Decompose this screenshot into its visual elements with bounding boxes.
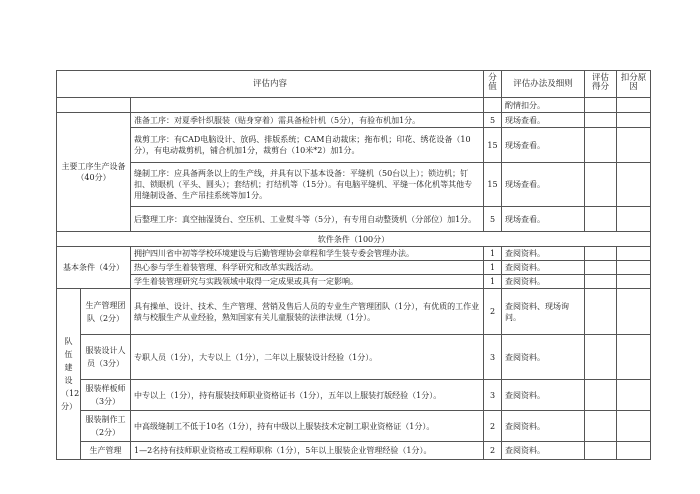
table-row [57,207,651,232]
cell-empty [585,275,617,289]
cell-empty [585,380,617,411]
equipment-score: 5 [484,207,502,232]
cell-empty [585,289,617,335]
basic-score: 1 [484,275,502,289]
cell-empty [585,207,617,232]
table-row [57,275,651,289]
evaluation-table-sheet [56,70,650,460]
basic-method: 查阅资料。 [502,261,585,275]
cell-empty [585,113,617,128]
basic-content: 热心参与学生着装管理、科学研究和改革实践活动。 [131,261,484,275]
cell-empty [617,380,651,411]
equipment-score: 15 [484,163,502,207]
table-row [57,247,651,261]
basic-score: 1 [484,261,502,275]
cell-empty [617,207,651,232]
header-method: 评估办法及细则 [502,71,585,98]
cell-empty [617,128,651,163]
table-row [57,442,651,460]
software-section-title: 软件条件（100分） [57,232,651,247]
cell-empty [585,247,617,261]
team-sub-label: 服装样板师（3分） [81,380,131,411]
header-row [57,71,651,98]
cell-empty [617,261,651,275]
table-row [57,335,651,380]
table-row [57,232,651,247]
table-row [57,411,651,442]
team-method: 查阅资料。 [502,411,585,442]
table-row [57,261,651,275]
top-method: 酌情扣分。 [502,98,585,113]
cell-empty [617,411,651,442]
header-score: 分值 [484,71,502,98]
cell-empty [585,98,617,113]
team-sub-label: 生产管理 [81,442,131,460]
equipment-method: 现场查看。 [502,128,585,163]
table-row [57,113,651,128]
evaluation-table [56,70,651,460]
team-method: 查阅资料、现场询问。 [502,289,585,335]
cell-empty [617,335,651,380]
cell-empty [617,247,651,261]
cell-empty [585,163,617,207]
equipment-score: 5 [484,113,502,128]
cell-empty [617,275,651,289]
equipment-content: 准备工序：对夏季针织服装（贴身穿着）需具备检针机（5分），有验布机加1分。 [131,113,484,128]
team-content: 中专以上（1分），持有服装技师职业资格证书（1分），五年以上服装打版经验（1分）。 [131,380,484,411]
cell-empty [617,163,651,207]
equipment-score: 15 [484,128,502,163]
equipment-content: 后整理工序：真空抽湿烫台、空压机、工业熨斗等（5分），有专用自动整烫机（分部位）加1分。 [131,207,484,232]
table-row [57,289,651,335]
header-grade: 评估得分 [585,71,617,98]
team-method: 查阅资料。 [502,442,585,460]
cell-empty [484,98,502,113]
cell-empty [585,261,617,275]
cell-empty [57,98,131,113]
team-sub-label: 生产管理团队（2分） [81,289,131,335]
team-label: 队伍建设（12分） [57,289,81,460]
equipment-content: 缝制工序：应具备两条以上的生产线，并具有以下基本设备：平缝机（50台以上）；锁边机；钉扣、锁眼机（平头、圆头）；套结机；打结机等（15分）。有电脑平缝机、平缝一体化机等其他专用缝制设备、生产吊挂系统等加1分。 [131,163,484,207]
team-method: 查阅资料。 [502,380,585,411]
basic-score: 1 [484,247,502,261]
team-method: 查阅资料。 [502,335,585,380]
cell-empty [617,113,651,128]
team-score: 2 [484,442,502,460]
cell-empty [585,128,617,163]
header-content: 评估内容 [57,71,484,98]
equipment-method: 现场查看。 [502,113,585,128]
equipment-content: 裁剪工序：有CAD电脑设计、放码、排版系统；CAM自动裁床；拖布机；印花、绣花设备（10分），有电动裁剪机，铺合机加1分，裁剪台（10米*2）加1分。 [131,128,484,163]
team-score: 2 [484,289,502,335]
basic-method: 查阅资料。 [502,247,585,261]
team-content: 中高级缝制工不低于10名（1分），持有中级以上服装技术定制工职业资格证（1分）。 [131,411,484,442]
team-content: 专职人员（1分），大专以上（1分），二年以上服装设计经验（1分）。 [131,335,484,380]
cell-empty [617,289,651,335]
team-content: 1—2名持有技师职业资格或工程师职称（1分），5年以上服装企业管理经验（1分）。 [131,442,484,460]
basic-label: 基本条件（4分） [57,247,131,289]
basic-content: 拥护四川省中初等学校环境建设与后勤管理协会章程和学生装专委会管理办法。 [131,247,484,261]
table-row [57,128,651,163]
cell-empty [585,442,617,460]
equipment-method: 现场查看。 [502,163,585,207]
cell-empty [585,411,617,442]
team-score: 2 [484,411,502,442]
table-row [57,98,651,113]
cell-empty [617,98,651,113]
cell-empty [131,98,484,113]
basic-content: 学生着装管理研究与实践领域中取得一定成果或具有一定影响。 [131,275,484,289]
team-sub-label: 服装设计人员（3分） [81,335,131,380]
team-content: 具有操单、设计、技术、生产管理、营销及售后人员的专业生产管理团队（1分），有优质的工作业绩与校服生产从业经验，熟知国家有关儿童服装的法律法规（1分）。 [131,289,484,335]
basic-method: 查阅资料。 [502,275,585,289]
team-sub-label: 服装制作工（2分） [81,411,131,442]
table-row [57,163,651,207]
team-score: 3 [484,380,502,411]
equipment-label: 主要工序生产设备（40分） [57,113,131,232]
cell-empty [617,442,651,460]
team-score: 3 [484,335,502,380]
equipment-method: 现场查看。 [502,207,585,232]
table-row [57,380,651,411]
cell-empty [585,335,617,380]
header-deduct: 扣分原因 [617,71,651,98]
